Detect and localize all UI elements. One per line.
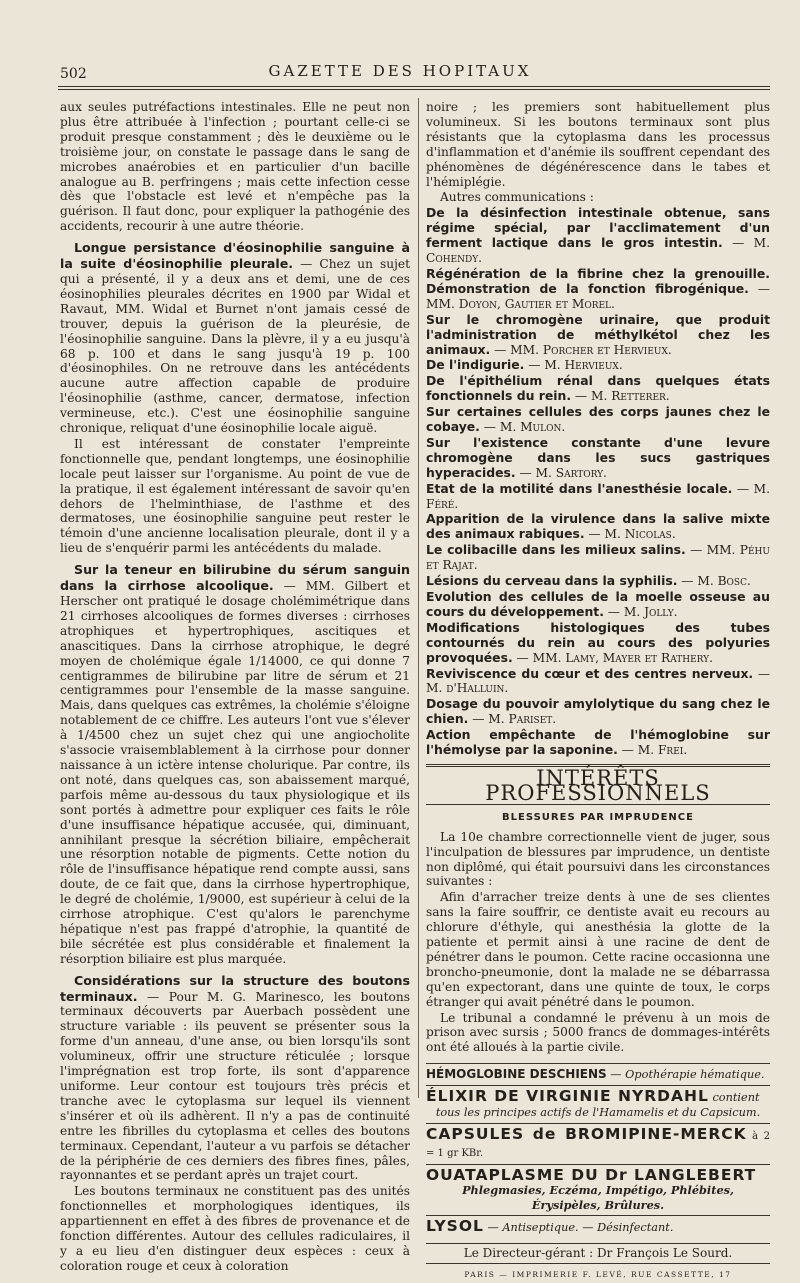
column-divider: [418, 98, 419, 1098]
communication-title: Sur certaines cellules des corps jaunes chez le cobaye.: [426, 404, 770, 435]
communication-title: De la désinfection intestinale obtenue, sans régime spécial, par l'acclimatement d'un ferment lactique dans le gros intestin.: [426, 205, 770, 251]
communication-item: [426, 512, 770, 542]
communication-item: [426, 436, 770, 481]
communication-author: — MM. Lamy, Mayer et Rathery.: [512, 650, 713, 665]
communication-author: — M. Pariset.: [468, 712, 557, 727]
communication-author: — M. Bosc.: [677, 574, 751, 589]
communication-item: [426, 313, 770, 358]
communication-author: — M. Frei.: [617, 743, 688, 758]
header-rule-2: [58, 89, 770, 90]
communications-list: [426, 206, 770, 758]
page-number: 502: [60, 66, 87, 82]
ad-name: HÉMOGLOBINE DESCHIENS: [426, 1067, 607, 1082]
communication-item: [426, 574, 770, 589]
section-text: — Chez un sujet qui a présenté, il y a deux ans et demi, une de ces éosinophilies pleurales décrites en 1900 par Widal et Ravaut, MM. Widal et Burnet n'ont jamais cessé de trouver, depuis la guérison de la pleurésie, de l'éosinophilie sanguine. Dans la plèvre, il y a eu jusqu'à 68 p. 100 et dans le sang jusqu'à 19 p. 100 d'éosinophiles. On ne retrouve dans les antécédents aucune autre affection capable de produire l'éosinophilie (asthme, cancer, dermatose, infection vermineuse, etc.). C'est une éosinophilie sanguine chronique, reliquat d'une éosinophilie locale aiguë.: [60, 257, 410, 436]
paragraph: Le tribunal a condamné le prévenu à un mois de prison avec sursis ; 5000 francs de dommages-intérêts ont été alloués à la partie civile.: [426, 1010, 770, 1055]
section-text: — MM. Gilbert et Herscher ont pratiqué le dosage cholémimétrique dans 21 cirrhoses alcooliques de formes diverses : cirrhoses atrophiques et hypertrophiques, ascitiques et anascitiques. Dans la cirrhose atrophique, le degré moyen de cholémique égale 1/14000, ce qui donne 7 centigrammes de bilirubine par litre de sérum et 21 centigrammes pour l'ensemble de la masse sanguine. Mais, dans quelques cas extrêmes, la cholémie s'éloigne notablement de ce chiffre. Les auteurs l'ont vue s'élever à 1/4500 chez un sujet chez qui une angiocholite s'associe vraisemblablement à la cirrhose pour donner naissance à un ictère intense cholurique. Par contre, ils ont noté, dans quelques cas, son abaissement marqué, parfois même au-dessous du taux physiologique et ils sont portés à admettre pour expliquer ces faits le rôle d'une insuffisance hépatique accusée, qui, diminuant, annihilant presque la sécrétion biliaire, empêcherait une résorption notable de pigments. Cette notion du rôle de l'insuffisance hépatique rend compte aussi, sans doute, de ce fait que, dans la cirrhose hypertrophique, le degré de cholémie, 1/9000, est supérieur à celui de la cirrhose atrophique. C'est qu'alors le parenchyme hépatique n'est pas frappé d'atrophie, la quantité de bile sécrétée est plus considérable et finalement la résorption biliaire est plus marquée.: [60, 579, 410, 966]
communication-item: [426, 621, 770, 666]
ad-subtitle: tous les principes actifs de l'Hamamelis et du Capsicum.: [435, 1106, 761, 1120]
ad-name: OUATAPLASME DU Dr LANGLEBERT: [426, 1165, 757, 1184]
paragraph: Il est intéressant de constater l'empreinte fonctionnelle que, pendant longtemps, une éosinophilie locale peut laisser sur l'organisme. Au point de vue de la pratique, il est également intéressant de savoir qu'en dehors de l'helminthiase, de l'asthme et des dermatoses, une éosinophilie sanguine peut rester le témoin d'une ancienne localisation pleurale, dont il y a lieu de s'enquérir parmi les antécédents du malade.: [60, 436, 410, 556]
communication-title: Action empêchante de l'hémoglobine sur l'hémolyse par la saponine.: [426, 727, 770, 758]
ad-tagline: — Antiseptique. — Désinfectant.: [483, 1220, 674, 1234]
communication-item: [426, 667, 770, 697]
communication-author: — MM. Péhu et Rajat.: [426, 543, 770, 573]
communication-item: [426, 405, 770, 435]
paragraph: Les boutons terminaux ne constituent pas des unités fonctionnelles et morphologiques identiques, ils appartiennent en effet à des fibres de provenance et de fonction différentes. Autour des cellules radiculaires, il y a eu lieu d'en distinguer deux espèces : ceux à coloration rouge et ceux à coloration: [60, 1184, 410, 1273]
communication-author: — M. Féré.: [426, 481, 770, 511]
paragraph: Afin d'arracher treize dents à une de ses clientes sans la faire souffrir, ce dentiste avait eu recours au chlorure d'éthyle, qui anesthésia la glotte de la patiente et permit ainsi à une racine de dent de pénétrer dans le poumon. Cette racine occasionna une broncho-pneumonie, dont la malade ne se débarrassa qu'en expectorant, dans une quinte de toux, le corps étranger qui avait pénétré dans le poumon.: [426, 890, 770, 1009]
communication-item: [426, 728, 770, 758]
left-column: [60, 100, 410, 1275]
ad-elixir: [426, 1085, 770, 1123]
right-column: [426, 100, 770, 1283]
communication-title: Régénération de la fibrine chez la grenouille. Démonstration de la fonction fibrogénique.: [426, 265, 770, 296]
ad-tagline: contient: [708, 1091, 760, 1105]
imprint-line: PARIS — IMPRIMERIE F. LEVÉ, RUE CASSETTE, 17: [464, 1270, 732, 1280]
communication-author: — M. d'Halluin.: [426, 666, 771, 696]
ad-name: LYSOL: [426, 1216, 484, 1235]
ad-lysol: [426, 1215, 770, 1238]
director-line: Le Directeur-gérant : Dr François Le Sourd.: [426, 1243, 770, 1264]
communication-item: [426, 374, 770, 404]
communication-title: Sur le chromogène urinaire, que produit l'administration de méthylkétol chez les animaux.: [426, 311, 770, 357]
section-eosinophilie: [60, 240, 410, 436]
communication-item: [426, 482, 770, 512]
paragraph: aux seules putréfactions intestinales. Elle ne peut non plus être attribuée à l'infection ; pourtant celle-ci se produit presque constamment ; dès le deuxième ou le troisième jour, on constate le passage dans le sang de microbes anaérobies et en particulier d'un bacille analogue au B. perfringens ; mais cette infection cesse dès que l'obstacle est levé et n'empêche pas la guérison. Il faut donc, pour expliquer la pathogénie des accidents, recourir à une autre théorie.: [60, 100, 410, 234]
communication-title: Evolution des cellules de la moelle osseuse au cours du développement.: [426, 589, 770, 619]
communication-author: — M. Hervieux.: [524, 358, 623, 373]
communications-intro: Autres communications :: [440, 190, 594, 205]
communication-title: Etat de la motilité dans l'anesthésie locale.: [426, 480, 733, 496]
communication-author: — M. Mulon.: [479, 420, 566, 435]
communication-title: Dosage du pouvoir amylolytique du sang chez le chien.: [426, 696, 770, 727]
communication-title: Apparition de la virulence dans la salive mixte des animaux rabiques.: [426, 511, 770, 542]
professional-section-title: INTÉRÊTS PROFESSIONNELS: [485, 765, 711, 805]
ad-ouataplasme: [426, 1164, 770, 1215]
section-heading: Longue persistance d'éosinophilie sanguine à la suite d'éosinophilie pleurale.: [60, 240, 410, 272]
section-heading: Sur la teneur en bilirubine du sérum sanguin dans la cirrhose alcoolique.: [60, 562, 410, 594]
professional-section-banner: [426, 764, 770, 805]
communication-item: [426, 590, 770, 620]
communication-title: De l'indigurie.: [426, 357, 525, 373]
communication-title: Le colibacille dans les milieux salins.: [426, 542, 686, 558]
communication-author: — M. Sartory.: [515, 465, 607, 480]
communication-item: [426, 206, 770, 266]
communication-author: — M. Cohendy.: [426, 236, 770, 266]
communication-item: [426, 543, 770, 573]
communication-author: — M. Nicolas.: [584, 527, 676, 542]
section-bilirubine: [60, 562, 410, 966]
communication-title: Reviviscence du cœur et des centres nerveux.: [426, 665, 754, 681]
paragraph: La 10e chambre correctionnelle vient de juger, sous l'inculpation de blessures par imprudence, un dentiste non diplômé, qui était poursuivi dans les circonstances suivantes :: [426, 829, 770, 889]
communication-author: — M. Jolly.: [603, 604, 678, 619]
paragraph: noire ; les premiers sont habituellement plus volumineux. Si les boutons terminaux sont plus résistants que la cytoplasma dans les processus d'inflammation et d'anémie ils souffrent cependant des phénomènes de dégénérescence dans le tabes et l'hémiplégie.: [426, 100, 770, 189]
communication-title: Modifications histologiques des tubes contournés du rein au cours des polyuries provoquées.: [426, 619, 770, 665]
header-rule: [58, 86, 770, 87]
ad-tagline: — Opothérapie hématique.: [606, 1068, 765, 1082]
communication-author: — MM. Doyon, Gautier et Morel.: [426, 281, 770, 311]
ad-name: ÉLIXIR DE VIRGINIE NYRDAHL: [426, 1087, 709, 1106]
section-text: — Pour M. G. Marinesco, les boutons terminaux découverts par Auerbach possèdent une structure variable : ils peuvent se présenter sous la forme d'un anneau, d'une anse, ou bien lorsqu'ils sont volumineux, offrir une structure réticulée ; lorsque l'imprégnation est trop forte, ils sont d'apparence uniforme. Leur contour est toujours très précis et tranche avec le cytoplasma sur lequel ils viennent s'insérer et où ils adhèrent. Il n'y a pas de continuité entre les fibrilles du cytoplasma et celles des boutons terminaux. Cependant, l'auteur a vu parfois se détacher de la périphérie de ces derniers des fibres fines, pâles, rayonnantes et se perdant après un trajet court.: [60, 989, 410, 1183]
communication-author: — M. Retterer.: [571, 389, 670, 404]
blessures-heading: BLESSURES PAR IMPRUDENCE: [502, 811, 694, 823]
communication-author: — MM. Porcher et Hervieux.: [490, 342, 672, 357]
ad-capsules: [426, 1123, 770, 1164]
ad-subtitle: Phlegmasies, Eczéma, Impétigo, Phlébites, Érysipèles, Brûlures.: [462, 1182, 734, 1212]
communication-title: Lésions du cerveau dans la syphilis.: [426, 573, 678, 589]
communication-item: [426, 697, 770, 727]
ad-hemoglobine: [426, 1063, 770, 1085]
ad-tagline: à 2 = 1 gr KBr.: [426, 1131, 770, 1159]
communication-title: De l'épithélium rénal dans quelques états fonctionnels du rein.: [426, 373, 770, 404]
communication-item: [426, 267, 770, 312]
section-boutons-terminaux: [60, 973, 410, 1184]
section-heading: Considérations sur la structure des boutons terminaux.: [60, 972, 410, 1004]
ad-name: CAPSULES de BROMIPINE-MERCK: [426, 1125, 747, 1143]
communication-title: Sur l'existence constante d'une levure chromogène dans les sucs gastriques hyperacides.: [426, 434, 770, 480]
communication-item: [426, 358, 770, 373]
page-title: GAZETTE DES HOPITAUX: [268, 62, 532, 80]
